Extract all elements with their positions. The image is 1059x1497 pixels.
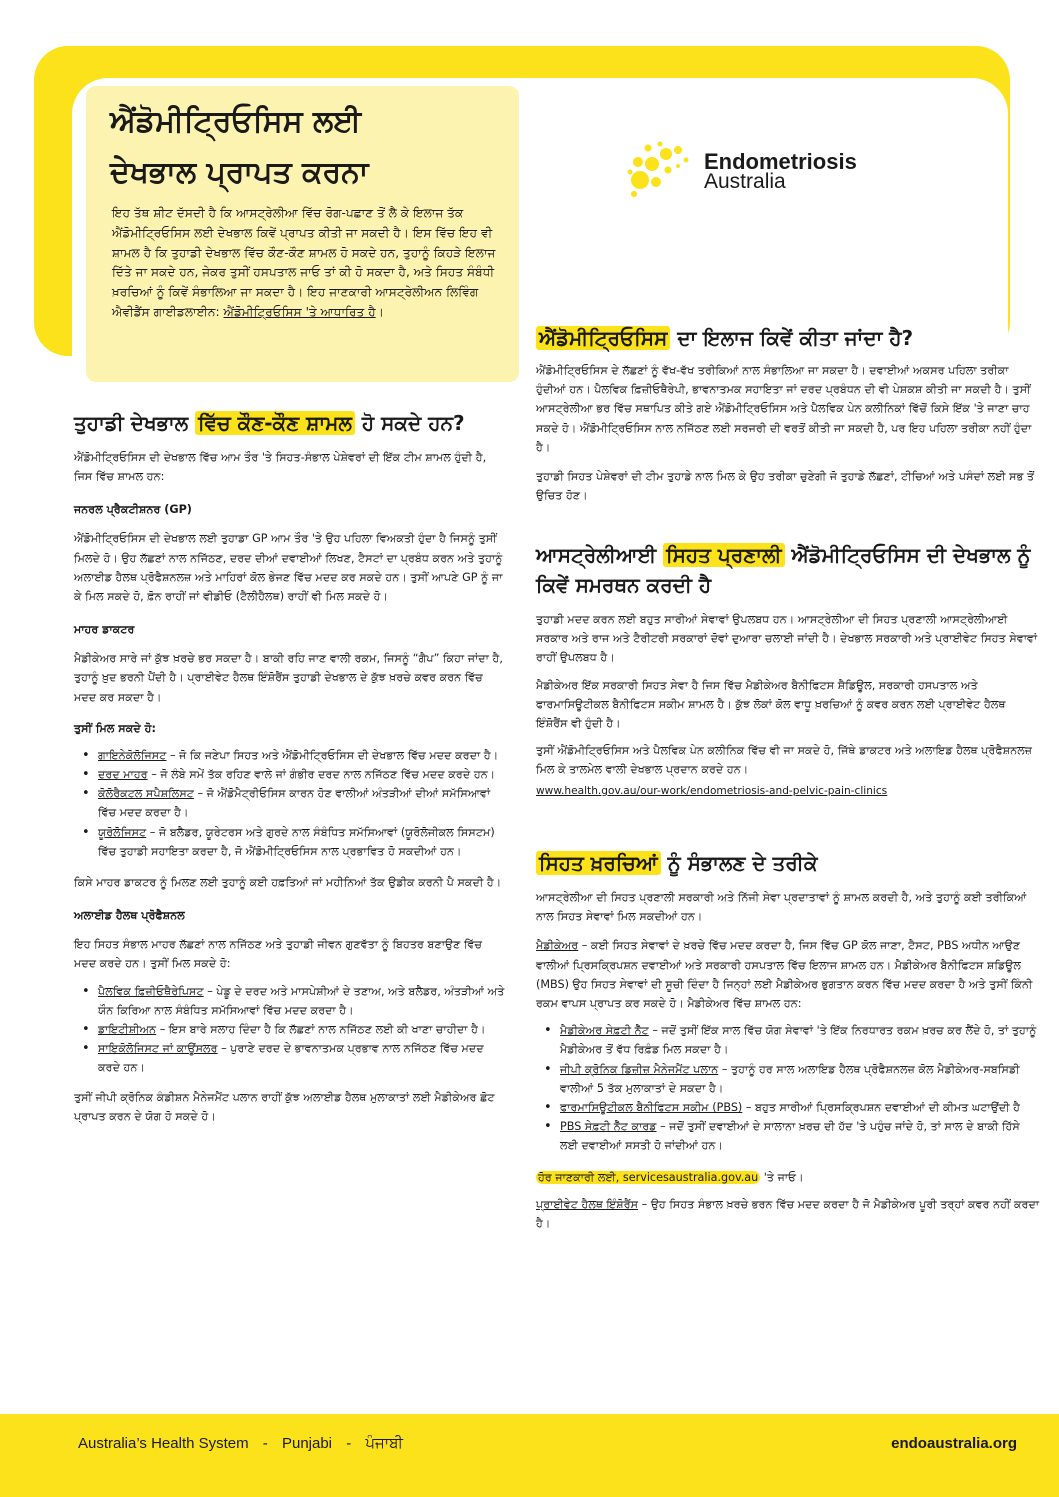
more-info-text: ਹੋਰ ਜਾਣਕਾਰੀ ਲਈ, servicesaustralia.gov.au 'ਤੇ ਜਾਓ। [538,1170,804,1184]
allied-subheading: ਅਲਾਈਡ ਹੈਲਥ ਪ੍ਰੋਫੈਸ਼ਨਲ [74,909,185,923]
treatment-heading: ਐਂਡੋਮੀਟ੍ਰਿਓਸਿਸ ਦਾ ਇਲਾਜ ਕਿਵੇਂ ਕੀਤਾ ਜਾਂਦਾ ਹੈ? [536,323,1040,353]
specialist-text: ਮੈਡੀਕੇਅਰ ਸਾਰੇ ਜਾਂ ਕੁੱਝ ਖ਼ਰਚੇ ਭਰ ਸਕਦਾ ਹੈ। ਬਾਕੀ ਰਹਿ ਜਾਣ ਵਾਲੀ ਰਕਮ, ਜਿਸਨੂੰ “ਗੈਪ” ਕਿਹਾ ਜਾਂਦਾ ਹੈ, ਤੁਹਾਨੂੰ ਖ਼ੁਦ ਭਰਨੀ ਪੈਂਦੀ ਹੈ। ਪ੍ਰਾਈਵੇਟ ਹੈਲਥ ਇੰਸ਼ੋਰੈਂਸ ਤੁਹਾਡੀ ਦੇਖਭਾਲ ਦੇ ਕੁੱਝ ਖ਼ਰਚੇ ਕਵਰ ਕਰਨ ਵਿੱਚ ਮਦਦ ਕਰ ਸਕਦਾ ਹੈ। [74,652,503,704]
may-see-label: ਤੁਸੀਂ ਮਿਲ ਸਕਦੇ ਹੋ: [74,721,157,735]
gp-subheading: ਜਨਰਲ ਪ੍ਰੈਕਟੀਸ਼ਨਰ (GP) [74,503,192,517]
footer-series-title: Australia’s Health System [78,1435,249,1452]
system-text-3: ਤੁਸੀਂ ਐਂਡੋਮੀਟ੍ਰਿਓਸਿਸ ਅਤੇ ਪੈਲਵਿਕ ਪੇਨ ਕਲੀਨਿਕ ਵਿੱਚ ਵੀ ਜਾ ਸਕਦੇ ਹੋ, ਜਿੱਥੇ ਡਾਕਟਰ ਅਤੇ ਅਲਾਇਡ ਹੈਲਥ ਪ੍ਰੋਫੈਸ਼ਨਲਜ਼ ਮਿਲ ਕੇ ਤਾਲਮੇਲ ਵਾਲੀ ਦੇਖਭਾਲ ਪ੍ਰਦਾਨ ਕਰਦੇ ਹਨ। [536,744,1033,777]
logo-dots-icon [626,140,696,200]
costs-section [536,848,1040,1233]
care-team-heading: ਤੁਹਾਡੀ ਦੇਖਭਾਲ ਵਿੱਚ ਕੌਣ-ਕੌਣ ਸ਼ਾਮਲ ਹੋ ਸਕਦੇ ਹਨ? [74,411,465,435]
specialist-list [74,746,506,861]
title-line-2: ਦੇਖਭਾਲ ਪ੍ਰਾਪਤ ਕਰਨਾ [110,155,369,190]
list-item: • ਡਾਇਟੀਸ਼ੀਅਨ – ਇਸ ਬਾਰੇ ਸਲਾਹ ਦਿੰਦਾ ਹੈ ਕਿ ਲੱਛਣਾਂ ਨਾਲ ਨਜਿੱਠਣ ਲਈ ਕੀ ਖਾਣਾ ਚਾਹੀਦਾ ਹੈ। [74,1020,506,1039]
gp-text: ਐਂਡੋਮੀਟ੍ਰਿਓਸਿਸ ਦੀ ਦੇਖਭਾਲ ਲਈ ਤੁਹਾਡਾ GP ਆਮ ਤੌਰ 'ਤੇ ਉਹ ਪਹਿਲਾ ਵਿਅਕਤੀ ਹੁੰਦਾ ਹੈ ਜਿਸਨੂੰ ਤੁਸੀਂ ਮਿਲਦੇ ਹੋ। ਉਹ ਲੱਛਣਾਂ ਨਾਲ ਨਜਿੱਠਣ, ਦਰਦ ਦੀਆਂ ਦਵਾਈਆਂ ਲਿਖਣ, ਟੈਸਟਾਂ ਦਾ ਪ੍ਰਬੰਧ ਕਰਨ ਅਤੇ ਤੁਹਾਨੂੰ ਅਲਾਈਡ ਹੈਲਥ ਪ੍ਰੋਫੈਸ਼ਨਲਜ਼ ਅਤੇ ਮਾਹਿਰਾਂ ਕੋਲ ਭੇਜਣ ਵਿੱਚ ਮਦਦ ਕਰ ਸਕਦੇ ਹਨ। ਤੁਸੀਂ ਆਪਣੇ GP ਨੂੰ ਜਾ ਕੇ ਮਿਲ ਸਕਦੇ ਹੋ, ਫ਼ੋਨ ਰਾਹੀਂ ਜਾਂ ਵੀਡੀਓ (ਟੈਲੀਹੈਲਥ) ਰਾਹੀਂ ਵੀ ਮਿਲ ਸਕਦੇ ਹੋ। [74,532,503,604]
medicare-text: ਮੈਡੀਕੇਅਰ – ਕਈ ਸਿਹਤ ਸੇਵਾਵਾਂ ਦੇ ਖ਼ਰਚੇ ਵਿੱਚ ਮਦਦ ਕਰਦਾ ਹੈ, ਜਿਸ ਵਿੱਚ GP ਕੋਲ ਜਾਣਾ, ਟੈਸਟ, PBS ਅਧੀਨ ਆਉਣ ਵਾਲੀਆਂ ਪ੍ਰਿਸਕ੍ਰਿਪਸ਼ਨ ਦਵਾਈਆਂ ਅਤੇ ਸਰਕਾਰੀ ਹਸਪਤਾਲ ਵਿੱਚ ਇਲਾਜ ਸ਼ਾਮਲ ਹਨ। ਮੈਡੀਕੇਅਰ ਬੈਨੀਫਿਟਸ ਸ਼ਡਿਊਲ (MBS) ਉਹ ਸਿਹਤ ਸੇਵਾਵਾਂ ਦੀ ਸੂਚੀ ਦਿੰਦਾ ਹੈ ਜਿਨ੍ਹਾਂ ਲਈ ਮੈਡੀਕੇਅਰ ਭੁਗਤਾਨ ਕਰਨ ਵਿੱਚ ਮਦਦ ਕਰਦਾ ਹੈ ਅਤੇ ਤੁਸੀਂ ਕਿੰਨੀ ਰਕਮ ਵਾਪਸ ਪ੍ਰਾਪਤ ਕਰ ਸਕਦੇ ਹੋ। ਮੈਡੀਕੇਅਰ ਵਿੱਚ ਸ਼ਾਮਲ ਹਨ: [536,939,1033,1011]
care-team-section [74,408,506,1126]
footer-series: Australia’s Health System - Punjabi - ਪੰਜਾਬੀ [78,1435,403,1452]
title-line-1: ਐਂਡੋਮੀਟ੍ਰਿਓਸਿਸ ਲਈ [110,104,362,139]
list-item: • ਯੂਰੋਲੋਜਿਸਟ – ਜੋ ਬਲੈਡਰ, ਯੂਰੇਟਰਸ ਅਤੇ ਗੁਰਦੇ ਨਾਲ ਸੰਬੰਧਿਤ ਸਮੱਸਿਆਵਾਂ (ਯੂਰੋਲੋਜੀਕਲ ਸਿਸਟਮ) ਵਿੱਚ ਤੁਹਾਡੀ ਸਹਾਇਤਾ ਕਰਦਾ ਹੈ, ਜੋ ਐਂਡੋਮੀਟ੍ਰਿਓਸਿਸ ਨਾਲ ਪ੍ਰਭਾਵਿਤ ਹੋ ਸਕਦੀਆਂ ਹਨ। [74,823,506,861]
specialist-subheading: ਮਾਹਰ ਡਾਕਟਰ [74,623,135,637]
page-title [110,96,510,198]
list-item: • ਸਾਇਕੋਲੋਜਿਸਟ ਜਾਂ ਕਾਊਂਸਲਰ – ਪੁਰਾਣੇ ਦਰਦ ਦੇ ਭਾਵਨਾਤਮਕ ਪ੍ਰਭਾਵ ਨਾਲ ਨਜਿੱਠਣ ਵਿੱਚ ਮਦਦ ਕਰਦੇ ਹਨ। [74,1039,506,1077]
gp-plan-text: ਤੁਸੀਂ ਜੀਪੀ ਕ੍ਰੋਨਿਕ ਕੰਡੀਸ਼ਨ ਮੈਨੇਜਮੈਂਟ ਪਲਾਨ ਰਾਹੀਂ ਕੁੱਝ ਅਲਾਈਡ ਹੈਲਥ ਮੁਲਾਕਾਤਾਂ ਲਈ ਮੈਡੀਕੇਅਰ ਛੋਟ ਪ੍ਰਾਪਤ ਕਰਨ ਦੇ ਯੋਗ ਹੋ ਸਕਦੇ ਹੋ। [74,1090,495,1123]
logo-line-2: Australia [704,170,786,193]
costs-heading: ਸਿਹਤ ਖ਼ਰਚਿਆਂ ਨੂੰ ਸੰਭਾਲਣ ਦੇ ਤਰੀਕੇ [536,848,1040,878]
allied-text: ਇਹ ਸਿਹਤ ਸੰਭਾਲ ਮਾਹਰ ਲੱਛਣਾਂ ਨਾਲ ਨਜਿੱਠਣ ਅਤੇ ਤੁਹਾਡੀ ਜੀਵਨ ਗੁਣਵੱਤਾ ਨੂੰ ਬਿਹਤਰ ਬਣਾਉਣ ਵਿੱਚ ਮਦਦ ਕਰਦੇ ਹਨ। ਤੁਸੀਂ ਮਿਲ ਸਕਦੇ ਹੋ: [74,938,483,971]
list-item: • ਪੈਲਵਿਕ ਫ਼ਿਜ਼ੀਓਥੈਰੇਪਿਸਟ – ਪੇਡੂ ਦੇ ਦਰਦ ਅਤੇ ਮਾਸਪੇਸ਼ੀਆਂ ਦੇ ਤਣਾਅ, ਅਤੇ ਬਲੈਡਰ, ਅੰਤੜੀਆਂ ਅਤੇ ਯੌਨ ਕਿਰਿਆ ਨਾਲ ਸੰਬੰਧਿਤ ਸਮੱਸਿਆਵਾਂ ਵਿੱਚ ਮਦਦ ਕਰਦਾ ਹੈ। [74,982,506,1020]
intro-body: ਇਹ ਤੱਥ ਸ਼ੀਟ ਦੱਸਦੀ ਹੈ ਕਿ ਆਸਟ੍ਰੇਲੀਆ ਵਿੱਚ ਰੋਗ-ਪਛਾਣ ਤੋਂ ਲੈ ਕੇ ਇਲਾਜ ਤੱਕ ਐਂਡੋਮੀਟ੍ਰਿਓਸਿਸ ਲਈ ਦੇਖਭਾਲ ਕਿਵੇਂ ਪ੍ਰਾਪਤ ਕੀਤੀ ਜਾ ਸਕਦੀ ਹੈ। ਇਸ ਵਿੱਚ ਇਹ ਵੀ ਸ਼ਾਮਲ ਹੈ ਕਿ ਤੁਹਾਡੀ ਦੇਖਭਾਲ ਵਿੱਚ ਕੌਣ-ਕੌਣ ਸ਼ਾਮਲ ਹੋ ਸਕਦੇ ਹਨ, ਤੁਹਾਨੂੰ ਕਿਹੜੇ ਇਲਾਜ ਦਿੱਤੇ ਜਾ ਸਕਦੇ ਹਨ, ਜੇਕਰ ਤੁਸੀਂ ਹਸਪਤਾਲ ਜਾਓ ਤਾਂ ਕੀ ਹੋ ਸਕਦਾ ਹੈ, ਅਤੇ ਸਿਹਤ ਸੰਬੰਧੀ ਖ਼ਰਚਿਆਂ ਨੂੰ ਕਿਵੇਂ ਸੰਭਾਲਿਆ ਜਾ ਸਕਦਾ ਹੈ। ਇਹ ਜਾਣਕਾਰੀ ਆਸਟ੍ਰੇਲੀਅਨ ਲਿਵਿੰਗ ਐਵੀਡੈਂਸ ਗਾਈਡਲਾਈਨ: [112,206,496,319]
footer-website-link[interactable]: endoaustralia.org [891,1435,1017,1452]
costs-intro: ਆਸਟ੍ਰੇਲੀਆ ਦੀ ਸਿਹਤ ਪ੍ਰਣਾਲੀ ਸਰਕਾਰੀ ਅਤੇ ਨਿੱਜੀ ਸੇਵਾ ਪ੍ਰਦਾਤਾਵਾਂ ਨੂੰ ਸ਼ਾਮਲ ਕਰਦੀ ਹੈ, ਅਤੇ ਤੁਹਾਨੂੰ ਕਈ ਤਰੀਕਿਆਂ ਨਾਲ ਸਿਹਤ ਸੇਵਾਵਾਂ ਮਿਲ ਸਕਦੀਆਂ ਹਨ। [536,891,1027,924]
health-system-section [536,540,1040,801]
system-text-2: ਮੈਡੀਕੇਅਰ ਇੱਕ ਸਰਕਾਰੀ ਸਿਹਤ ਸੇਵਾ ਹੈ ਜਿਸ ਵਿੱਚ ਮੈਡੀਕੇਅਰ ਬੈਨੀਫਿਟਸ ਸ਼ੈਡਿਊਲ, ਸਰਕਾਰੀ ਹਸਪਤਾਲ ਅਤੇ ਫਾਰਮਾਸਿਊਟੀਕਲ ਬੈਨੀਫਿਟਸ ਸਕੀਮ ਸ਼ਾਮਲ ਹੈ। ਕੁੱਝ ਲੋਕਾਂ ਕੋਲ ਵਾਧੂ ਖ਼ਰਚਿਆਂ ਨੂੰ ਕਵਰ ਕਰਨ ਲਈ ਪ੍ਰਾਈਵੇਟ ਹੈਲਥ ਇੰਸ਼ੋਰੈਂਸ ਵੀ ਹੁੰਦੀ ਹੈ। [536,678,1006,731]
list-item: • ਜੀਪੀ ਕ੍ਰੋਨਿਕ ਡਿਜ਼ੀਜ਼ ਮੈਨੇਜਮੈਂਟ ਪਲਾਨ – ਤੁਹਾਨੂੰ ਹਰ ਸਾਲ ਅਲਾਇਡ ਹੈਲਥ ਪ੍ਰੋਫੈਸ਼ਨਲਜ਼ ਕੋਲ ਮੈਡੀਕੇਅਰ-ਸਬਸਿਡੀ ਵਾਲੀਆਂ 5 ਤੱਕ ਮੁਲਾਕਾਤਾਂ ਦੇ ਸਕਦਾ ਹੈ। [536,1060,1040,1098]
private-insurance-text: ਪ੍ਰਾਈਵੇਟ ਹੈਲਥ ਇੰਸ਼ੋਰੈਂਸ – ਉਹ ਸਿਹਤ ਸੰਭਾਲ ਖ਼ਰਚੇ ਭਰਨ ਵਿੱਚ ਮਦਦ ਕਰਦਾ ਹੈ ਜੋ ਮੈਡੀਕੇਅਰ ਪੂਰੀ ਤਰ੍ਹਾਂ ਕਵਰ ਨਹੀਂ ਕਰਦਾ ਹੈ। [536,1197,1040,1231]
list-item: • ਦਰਦ ਮਾਹਰ – ਜੋ ਲੰਬੇ ਸਮੇਂ ਤੱਕ ਰਹਿਣ ਵਾਲੇ ਜਾਂ ਗੰਭੀਰ ਦਰਦ ਨਾਲ ਨਜਿੱਠਣ ਵਿੱਚ ਮਦਦ ਕਰਦੇ ਹਨ। [74,765,506,784]
footer-language-native: ਪੰਜਾਬੀ [365,1435,403,1452]
endometriosis-australia-logo [626,140,906,200]
health-system-heading: ਆਸਟ੍ਰੇਲੀਆਈ ਸਿਹਤ ਪ੍ਰਣਾਲੀ ਐਂਡੋਮੀਟ੍ਰਿਓਸਿਸ ਦੀ ਦੇਖਭਾਲ ਨੂੰ ਕਿਵੇਂ ਸਮਰਥਨ ਕਰਦੀ ਹੈ [536,543,1031,597]
guideline-link[interactable]: ਐਂਡੋਮੀਟ੍ਰਿਓਸਿਸ 'ਤੇ ਆਧਾਰਿਤ ਹੈ [223,304,376,319]
list-item: • ਕੋਲੋਰੈਕਟਲ ਸਪੈਸ਼ਲਿਸਟ – ਜੋ ਐਂਡੋਮੈਟ੍ਰੀਓਸਿਸ ਕਾਰਨ ਹੋਣ ਵਾਲੀਆਂ ਅੰਤੜੀਆਂ ਦੀਆਂ ਸਮੱਸਿਆਵਾਂ ਵਿੱਚ ਮਦਦ ਕਰਦਾ ਹੈ। [74,784,506,822]
allied-list [74,982,506,1078]
intro-end: । [375,304,384,319]
wait-text: ਕਿਸੇ ਮਾਹਰ ਡਾਕਟਰ ਨੂੰ ਮਿਲਣ ਲਈ ਤੁਹਾਨੂੰ ਕਈ ਹਫ਼ਤਿਆਂ ਜਾਂ ਮਹੀਨਿਆਂ ਤੱਕ ਉਡੀਕ ਕਰਨੀ ਪੈ ਸਕਦੀ ਹੈ। [74,876,502,890]
system-text-1: ਤੁਹਾਡੀ ਮਦਦ ਕਰਨ ਲਈ ਬਹੁਤ ਸਾਰੀਆਂ ਸੇਵਾਵਾਂ ਉਪਲਬਧ ਹਨ। ਆਸਟ੍ਰੇਲੀਆ ਦੀ ਸਿਹਤ ਪ੍ਰਣਾਲੀ ਆਸਟ੍ਰੇਲੀਆਈ ਸਰਕਾਰ ਅਤੇ ਰਾਜ ਅਤੇ ਟੈਰੀਟਰੀ ਸਰਕਾਰਾਂ ਦੋਵਾਂ ਦੁਆਰਾ ਚਲਾਈ ਜਾਂਦੀ ਹੈ। ਦੇਖਭਾਲ ਸਰਕਾਰੀ ਅਤੇ ਪ੍ਰਾਈਵੇਟ ਸਿਹਤ ਸੇਵਾਵਾਂ ਰਾਹੀਂ ਉਪਲਬਧ ਹੈ। [536,613,1038,665]
treatment-section [536,323,1040,505]
treatment-text-1: ਐਂਡੋਮੀਟ੍ਰਿਓਸਿਸ ਦੇ ਲੱਛਣਾਂ ਨੂੰ ਵੱਖ-ਵੱਖ ਤਰੀਕਿਆਂ ਨਾਲ ਸੰਭਾਲਿਆ ਜਾ ਸਕਦਾ ਹੈ। ਦਵਾਈਆਂ ਅਕਸਰ ਪਹਿਲਾ ਤਰੀਕਾ ਹੁੰਦੀਆਂ ਹਨ। ਪੈਲਵਿਕ ਫ਼ਿਜ਼ੀਓਥੈਰੇਪੀ, ਭਾਵਨਾਤਮਕ ਸਹਾਇਤਾ ਜਾਂ ਦਰਦ ਪ੍ਰਬੰਧਨ ਦੀ ਵੀ ਪੇਸ਼ਕਸ਼ ਕੀਤੀ ਜਾ ਸਕਦੀ ਹੈ। ਤੁਸੀਂ ਆਸਟ੍ਰੇਲੀਆ ਭਰ ਵਿੱਚ ਸਥਾਪਿਤ ਕੀਤੇ ਗਏ ਐਂਡੋਮੀਟ੍ਰਿਓਸਿਸ ਅਤੇ ਪੈਲਵਿਕ ਪੇਨ ਕਲੀਨਿਕਾਂ ਵਿੱਚੋਂ ਕਿਸੇ ਇੱਕ 'ਤੇ ਜਾਣਾ ਚਾਹ ਸਕਦੇ ਹੋ। ਐਂਡੋਮੀਟ੍ਰਿਓਸਿਸ ਨਾਲ ਨਜਿੱਠਣ ਲਈ ਸਰਜਰੀ ਦੀ ਵਰਤੋਂ ਕੀਤੀ ਜਾ ਸਕਦੀ ਹੈ, ਪਰ ਇਹ ਪਹਿਲਾ ਤਰੀਕਾ ਨਹੀਂ ਹੁੰਦਾ ਹੈ। [536,364,1032,454]
intro-text [112,204,510,323]
treatment-text-2: ਤੁਹਾਡੀ ਸਿਹਤ ਪੇਸ਼ੇਵਰਾਂ ਦੀ ਟੀਮ ਤੁਹਾਡੇ ਨਾਲ ਮਿਲ ਕੇ ਉਹ ਤਰੀਕਾ ਚੁਣੇਗੀ ਜੋ ਤੁਹਾਡੇ ਲੱਛਣਾਂ, ਟੀਚਿਆਂ ਅਤੇ ਪਸੰਦਾਂ ਲਈ ਸਭ ਤੋਂ ਉਚਿਤ ਹੋਣ। [536,470,1035,503]
list-item: • ਗਾਇਨੇਕੋਲੋਜਿਸਟ – ਜੋ ਕਿ ਜਣੇਪਾ ਸਿਹਤ ਅਤੇ ਐਂਡੋਮੀਟ੍ਰਿਓਸਿਸ ਦੀ ਦੇਖਭਾਲ ਵਿੱਚ ਮਦਦ ਕਰਦਾ ਹੈ। [74,746,506,765]
footer-language: Punjabi [281,1435,333,1452]
list-item: • PBS ਸੇਫ਼ਟੀ ਨੈੱਟ ਕਾਰਡ – ਜਦੋਂ ਤੁਸੀਂ ਦਵਾਈਆਂ ਦੇ ਸਾਲਾਨਾ ਖ਼ਰਚ ਦੀ ਹੱਦ 'ਤੇ ਪਹੁੰਚ ਜਾਂਦੇ ਹੋ, ਤਾਂ ਸਾਲ ਦੇ ਬਾਕੀ ਹਿੱਸੇ ਲਈ ਦਵਾਈਆਂ ਸਸਤੀ ਹੋ ਜਾਂਦੀਆਂ ਹਨ। [536,1117,1040,1155]
services-australia-link[interactable]: ਹੋਰ ਜਾਣਕਾਰੀ ਲਈ, servicesaustralia.gov.au [538,1170,759,1184]
clinics-link[interactable]: www.health.gov.au/our-work/endometriosis-and-pelvic-pain-clinics [536,784,888,797]
list-item: • ਫਾਰਮਾਸਿਊਟੀਕਲ ਬੈਨੀਫਿਟਸ ਸਕੀਮ (PBS) – ਬਹੁਤ ਸਾਰੀਆਂ ਪ੍ਰਿਸਕ੍ਰਿਪਸ਼ਨ ਦਵਾਈਆਂ ਦੀ ਕੀਮਤ ਘਟਾਉਂਦੀ ਹੈ [536,1098,1040,1117]
medicare-list [536,1021,1040,1155]
logo-line-1: Endometriosis [704,149,857,174]
list-item: • ਮੈਡੀਕੇਅਰ ਸੇਫ਼ਟੀ ਨੈੱਟ – ਜਦੋਂ ਤੁਸੀਂ ਇੱਕ ਸਾਲ ਵਿੱਚ ਯੋਗ ਸੇਵਾਵਾਂ 'ਤੇ ਇੱਕ ਨਿਰਧਾਰਤ ਰਕਮ ਖ਼ਰਚ ਕਰ ਲੈਂਦੇ ਹੋ, ਤਾਂ ਤੁਹਾਨੂੰ ਮੈਡੀਕੇਅਰ ਤੋਂ ਵੱਧ ਰਿਫ਼ੰਡ ਮਿਲ ਸਕਦਾ ਹੈ। [536,1021,1040,1059]
care-intro: ਐਂਡੋਮੀਟ੍ਰਿਓਸਿਸ ਦੀ ਦੇਖਭਾਲ ਵਿੱਚ ਆਮ ਤੌਰ 'ਤੇ ਸਿਹਤ-ਸੰਭਾਲ ਪੇਸ਼ੇਵਰਾਂ ਦੀ ਇੱਕ ਟੀਮ ਸ਼ਾਮਲ ਹੁੰਦੀ ਹੈ, ਜਿਸ ਵਿੱਚ ਸ਼ਾਮਲ ਹਨ: [74,451,487,484]
